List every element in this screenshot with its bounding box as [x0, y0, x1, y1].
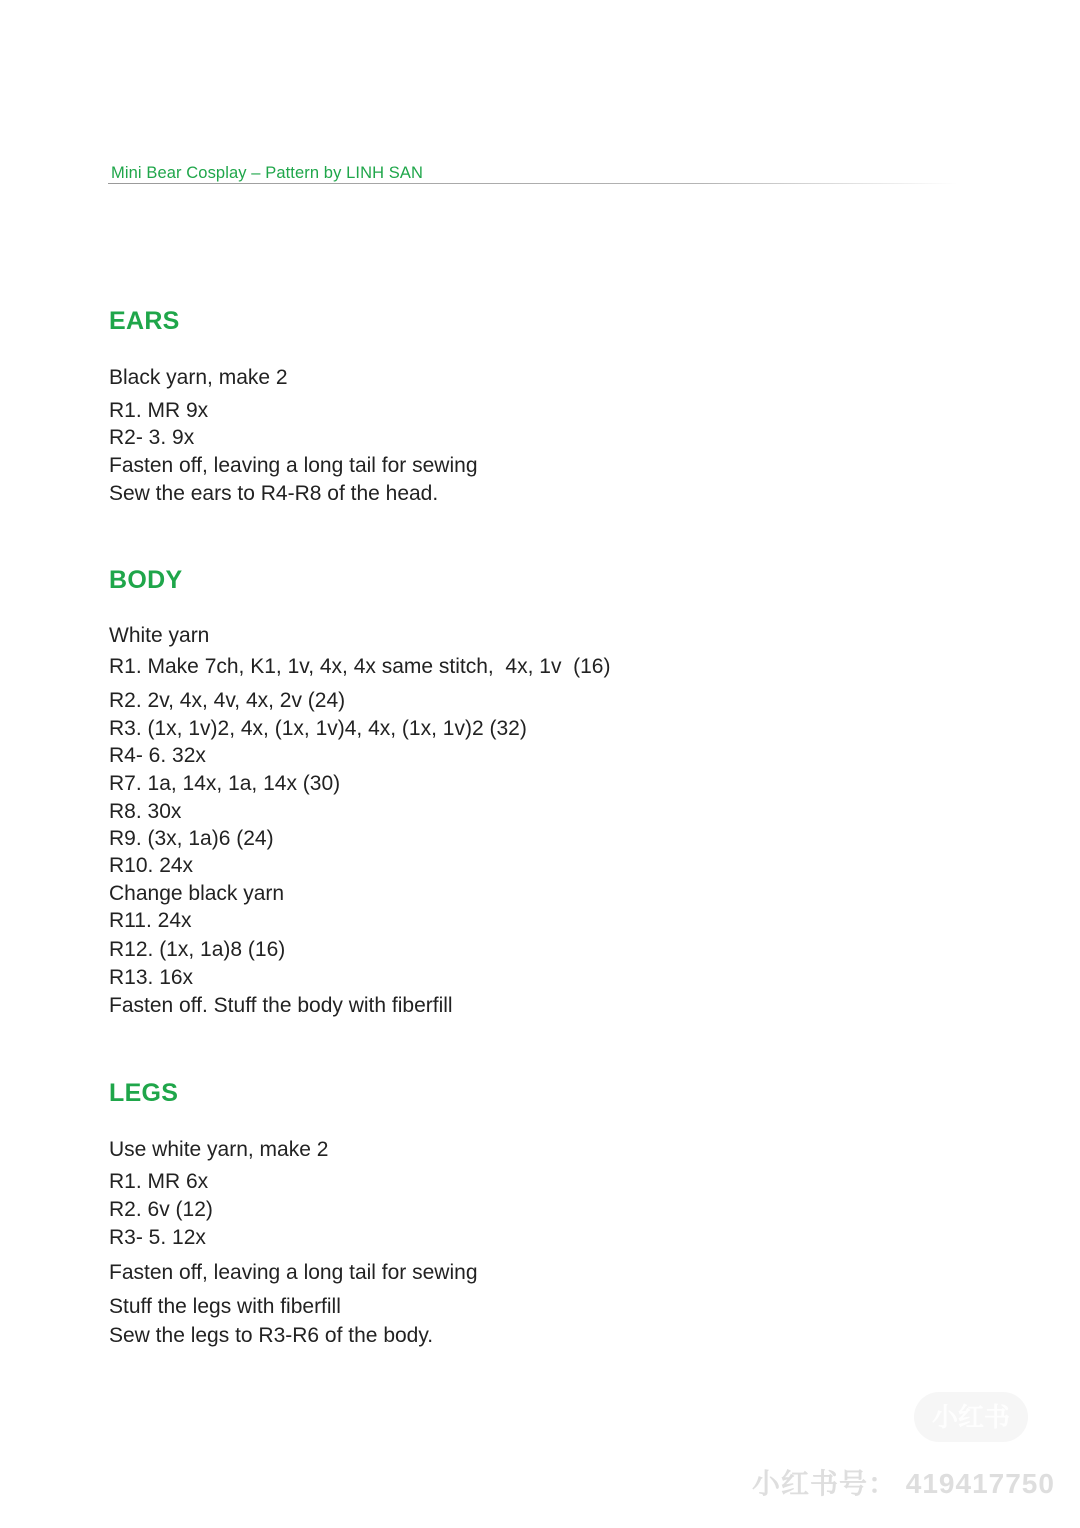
ears-line-5: Sew the ears to R4-R8 of the head. — [109, 482, 439, 505]
legs-line-4: R3- 5. 12x — [109, 1226, 206, 1249]
body-line-13: R13. 16x — [109, 966, 194, 989]
body-line-11: R11. 24x — [109, 909, 192, 932]
body-line-12: R12. (1x, 1a)8 (16) — [109, 938, 286, 961]
watermark-id-text: 小红书号： 419417750 — [752, 1468, 1055, 1499]
body-line-10: Change black yarn — [109, 882, 285, 905]
body-line-14: Fasten off. Stuff the body with fiberfill — [109, 994, 453, 1017]
section-title-ears: EARS — [109, 307, 180, 335]
ears-line-2: R1. MR 9x — [109, 399, 209, 422]
watermark-badge: 小红书 — [914, 1392, 1028, 1442]
section-title-legs: LEGS — [109, 1079, 179, 1107]
body-line-7: R8. 30x — [109, 800, 182, 823]
body-line-8: R9. (3x, 1a)6 (24) — [109, 827, 274, 850]
header-divider — [108, 183, 958, 184]
body-line-1: White yarn — [109, 624, 210, 647]
section-title-body: BODY — [109, 566, 183, 594]
legs-line-6: Stuff the legs with fiberfill — [109, 1295, 341, 1318]
legs-line-7: Sew the legs to R3-R6 of the body. — [109, 1324, 434, 1347]
body-line-2: R1. Make 7ch, K1, 1v, 4x, 4x same stitch, 4x, 1v (16) — [109, 655, 611, 678]
body-line-5: R4- 6. 32x — [109, 744, 206, 767]
legs-line-2: R1. MR 6x — [109, 1170, 209, 1193]
ears-line-1: Black yarn, make 2 — [109, 366, 288, 389]
body-line-9: R10. 24x — [109, 854, 194, 877]
body-line-4: R3. (1x, 1v)2, 4x, (1x, 1v)4, 4x, (1x, 1v)2 (32) — [109, 717, 527, 740]
legs-line-1: Use white yarn, make 2 — [109, 1138, 329, 1161]
document-header-title: Mini Bear Cosplay – Pattern by LINH SAN — [111, 164, 424, 182]
body-line-6: R7. 1a, 14x, 1a, 14x (30) — [109, 772, 341, 795]
ears-line-4: Fasten off, leaving a long tail for sewing — [109, 454, 478, 477]
page-header — [111, 162, 961, 184]
legs-line-3: R2. 6v (12) — [109, 1198, 213, 1221]
ears-line-3: R2- 3. 9x — [109, 426, 195, 449]
body-line-3: R2. 2v, 4x, 4v, 4x, 2v (24) — [109, 689, 346, 712]
legs-line-5: Fasten off, leaving a long tail for sewing — [109, 1261, 478, 1284]
